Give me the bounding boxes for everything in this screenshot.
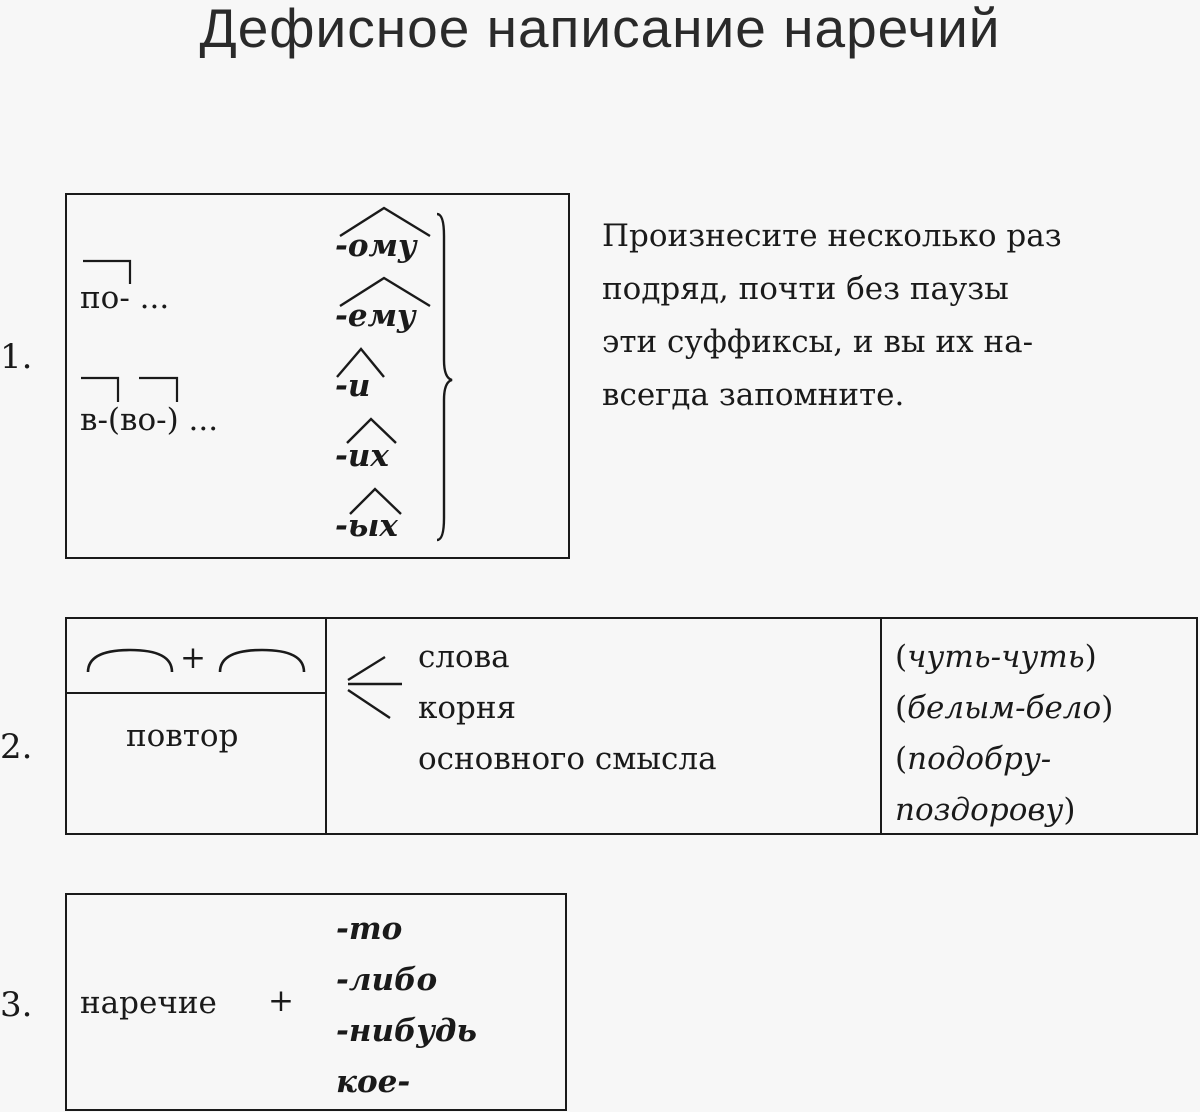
plus-sign: +	[268, 983, 294, 1019]
kind-word: слова	[418, 639, 510, 675]
paren: (	[895, 690, 908, 726]
note-line: Произнесите несколько раз	[602, 218, 1062, 254]
particle-nibud: -нибудь	[336, 1013, 477, 1049]
suffix-i: -и	[335, 368, 371, 404]
kind-meaning: основного смысла	[418, 741, 717, 777]
prefix-v: в-(во-) ...	[80, 402, 219, 438]
suffix-ikh: -их	[335, 438, 389, 474]
particles	[336, 904, 477, 1108]
example-3	[895, 734, 1113, 785]
repeat-label: повтор	[126, 718, 239, 754]
paren: )	[1084, 639, 1097, 675]
particle-koe: кое-	[336, 1064, 411, 1100]
suffix-emu: -ему	[335, 298, 416, 334]
paren: (	[895, 639, 908, 675]
suffix-omu: -ому	[335, 228, 417, 264]
note-line: всегда запомните.	[602, 377, 905, 413]
adverb-word: наречие	[80, 985, 217, 1021]
particle-to: -то	[336, 911, 403, 947]
plus-sign: +	[180, 640, 206, 676]
note-line: эти суффиксы, и вы их на-	[602, 324, 1034, 360]
example-4	[895, 785, 1113, 836]
paren: )	[1063, 792, 1076, 828]
example-word: подобру-	[907, 741, 1052, 777]
example-2	[895, 683, 1113, 734]
suffix-ykh: -ых	[335, 508, 398, 544]
page-title: Дефисное написание наречий	[199, 0, 1001, 59]
section-3-number: 3.	[0, 985, 33, 1025]
repeat-examples	[895, 632, 1113, 836]
repeat-kinds	[418, 632, 717, 785]
section-2-number: 2.	[0, 727, 33, 767]
example-1	[895, 632, 1113, 683]
example-word: чуть-чуть	[907, 639, 1085, 675]
particle-libo: -либо	[336, 962, 438, 998]
paren: )	[1101, 690, 1114, 726]
example-word: белым-бело	[907, 690, 1102, 726]
note-line: подряд, почти без паузы	[602, 271, 1009, 307]
example-word: поздорову	[895, 792, 1064, 828]
kind-root: корня	[418, 690, 517, 726]
section-1-number: 1.	[0, 337, 33, 377]
prefix-po: по- ...	[80, 280, 170, 316]
paren: (	[895, 741, 908, 777]
